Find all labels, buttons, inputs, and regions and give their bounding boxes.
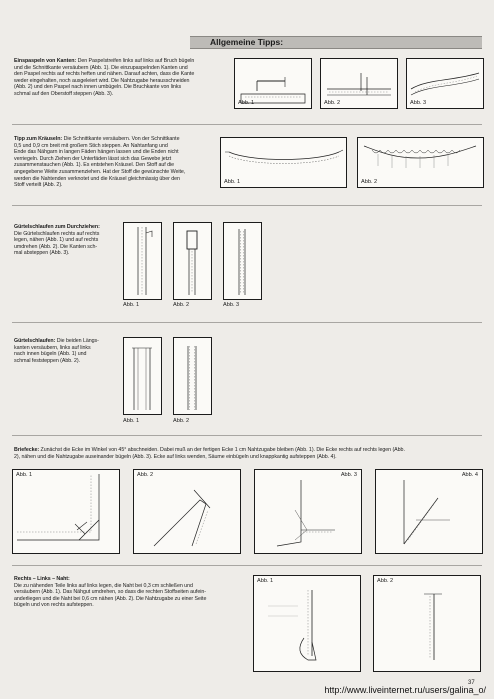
text-line: und die Schnittkante versäubern (Abb. 1). Die einzupaspelnden Kanten und [14,64,188,71]
text-line: verriegeln. Durch Ziehen der Unterfäden lässt sich das Gewebe jetzt [14,155,172,162]
text-line: anderliegen und die Naht bei 0,6 cm nähen (Abb. 2). Die Nahtzugabe zu einer Seite [14,595,207,602]
figure-durchziehen-1 [123,222,162,300]
page-number: 37 [468,680,475,686]
section-rechts-links-naht-text [14,576,244,609]
text-line: mal absteppen (Abb. 3). [14,250,70,257]
text-line: schmal feststeppen (Abb. 2). [14,357,81,364]
text-line: Zunächst die Ecke im Winkel von 45° abschneiden. Dabei muß an der fertigen Ecke 1 cm Nahtzugabe bleiben (Abb. 1). Die Ecke rechts auf rechts legen (Abb. [40,447,405,453]
figure-caption: Abb. 2 [137,472,154,478]
page-title: Allgemeine Tipps: [210,37,284,47]
figure-einspaspeln-2 [320,58,398,109]
figure-caption: Abb. 3 [223,302,240,308]
figure-caption: Abb. 1 [16,472,33,478]
figure-durchziehen-3 [223,222,262,300]
figure-caption: Abb. 3 [340,472,357,478]
figure-caption: Abb. 2 [173,302,190,308]
text-line: Die Schnittkante versäubern. Von der Schnittkante [63,136,180,142]
illustration-briefecke-1 [13,470,119,553]
section-heading: Gürtelschlaufen: [14,338,56,344]
text-line: den Paspel rechts auf rechts heften und nähen. Darauf achten, dass die Kante [14,71,195,78]
text-line: weder eingehalten, noch ausgeleiert wird. Die Nahtzugabe herausschneiden [14,77,190,84]
text-line: umdrehen (Abb. 2). Die Kanten sch- [14,243,98,250]
text-line: Stoff verteilt (Abb. 2). [14,182,63,189]
text-line: (Abb. 2) und den Paspel nach innen umbügeln. Die Bruchkante von links [14,84,182,91]
illustration-schlaufe-3 [224,223,261,299]
section-heading: Tipp zum Kräuseln: [14,136,63,142]
illustration-schlaufe-2 [174,223,211,299]
text-line: legen, nähen (Abb. 1) und auf rechts [14,237,99,244]
section-heading: Einspaspeln von Kanten: [14,58,77,64]
section-divider [12,205,482,206]
text-line: 2), nähen und die Nahtzugabe auseinander bügeln (Abb. 3). Ecke auf links wenden, Säume einbügeln und knappkantig aufsteppen (Abb. 4). [14,453,337,460]
figure-rln-2 [373,575,481,672]
section-guertelschlaufen-durchziehen-text [14,224,114,257]
figure-briefecke-1 [12,469,120,554]
figure-caption: Abb. 1 [123,418,140,424]
section-heading: Briefecke: [14,447,40,453]
text-line: 0,5 und 0,9 cm breit mit großem Stich steppen. An Nahtanfang und [14,142,168,149]
figure-rln-1 [253,575,361,672]
text-line: Die zu nähenden Teile links auf links legen, die Naht bei 0,3 cm schließen und [14,582,193,589]
figure-durchziehen-2 [173,222,212,300]
figure-einspaspeln-3 [406,58,484,109]
figure-briefecke-4 [375,469,483,554]
illustration-naht-1 [254,576,360,671]
figure-briefecke-2 [133,469,241,554]
text-line: bügeln und von rechts aufsteppen. [14,602,94,609]
text-line: Die beiden Längs- [56,338,99,344]
figure-kraeuseln-2 [357,137,484,188]
section-kraeuseln-text [14,136,219,189]
text-line: Ende das Nähgarn in langen Fäden hängen lassen und die Enden nicht [14,149,179,156]
text-line: zusammenstauchen (Abb. 1). Es entstehen Kräusel. Den Stoff auf die [14,162,175,169]
text-line: Die Gürtelschlaufen rechts auf rechts [14,230,100,237]
figure-einspaspeln-1 [234,58,312,109]
illustration-schlaufe-5 [174,338,211,414]
figure-briefecke-3 [254,469,362,554]
section-divider [12,565,482,566]
illustration-briefecke-3 [255,470,361,553]
figure-schlaufen-2 [173,337,212,415]
section-divider [12,124,482,125]
figure-caption: Abb. 1 [238,100,255,106]
figure-kraeuseln-1 [220,137,347,188]
text-line: kanten versäubern, links auf links [14,344,91,351]
section-guertelschlaufen-text [14,338,114,364]
text-line: angegebene Weite zusammenziehen. Hat der Stoff die gewünschte Weite, [14,168,186,175]
illustration-briefecke-4 [376,470,482,553]
text-line: nach innen bügeln (Abb. 1) und [14,351,87,358]
text-line: werden die Nahtenden verknotet und die Kräusel gleichmässig über den [14,175,180,182]
section-einspaspeln-text [14,58,224,98]
figure-caption: Abb. 3 [410,100,427,106]
figure-caption: Abb. 2 [361,179,378,185]
text-line: Den Paspelstreifen links auf links auf Bruch bügeln [77,58,195,64]
section-divider [12,322,482,323]
text-line: schmal auf den Oberstoff steppen (Abb. 3). [14,90,114,97]
figure-caption: Abb. 2 [173,418,190,424]
figure-caption: Abb. 1 [224,179,241,185]
figure-caption: Abb. 2 [324,100,341,106]
figure-caption: Abb. 1 [257,578,274,584]
text-line: versäubern (Abb. 1). Das Nähgut umdrehen, so dass die rechten Stoffseiten aufein- [14,589,206,596]
figure-caption: Abb. 4 [461,472,478,478]
section-briefecke-text [14,447,484,460]
figure-caption: Abb. 2 [377,578,394,584]
section-title-bar [190,36,482,49]
illustration-schlaufe-4 [124,338,161,414]
figure-schlaufen-1 [123,337,162,415]
footer-url[interactable]: http://www.liveinternet.ru/users/galina_o/ [324,685,486,695]
illustration-naht-2 [374,576,480,671]
figure-caption: Abb. 1 [123,302,140,308]
illustration-briefecke-2 [134,470,240,553]
section-divider [12,435,482,436]
section-heading: Rechts – Links – Naht: [14,576,70,582]
section-heading: Gürtelschlaufen zum Durchziehen: [14,224,100,230]
illustration-schlaufe-1 [124,223,161,299]
